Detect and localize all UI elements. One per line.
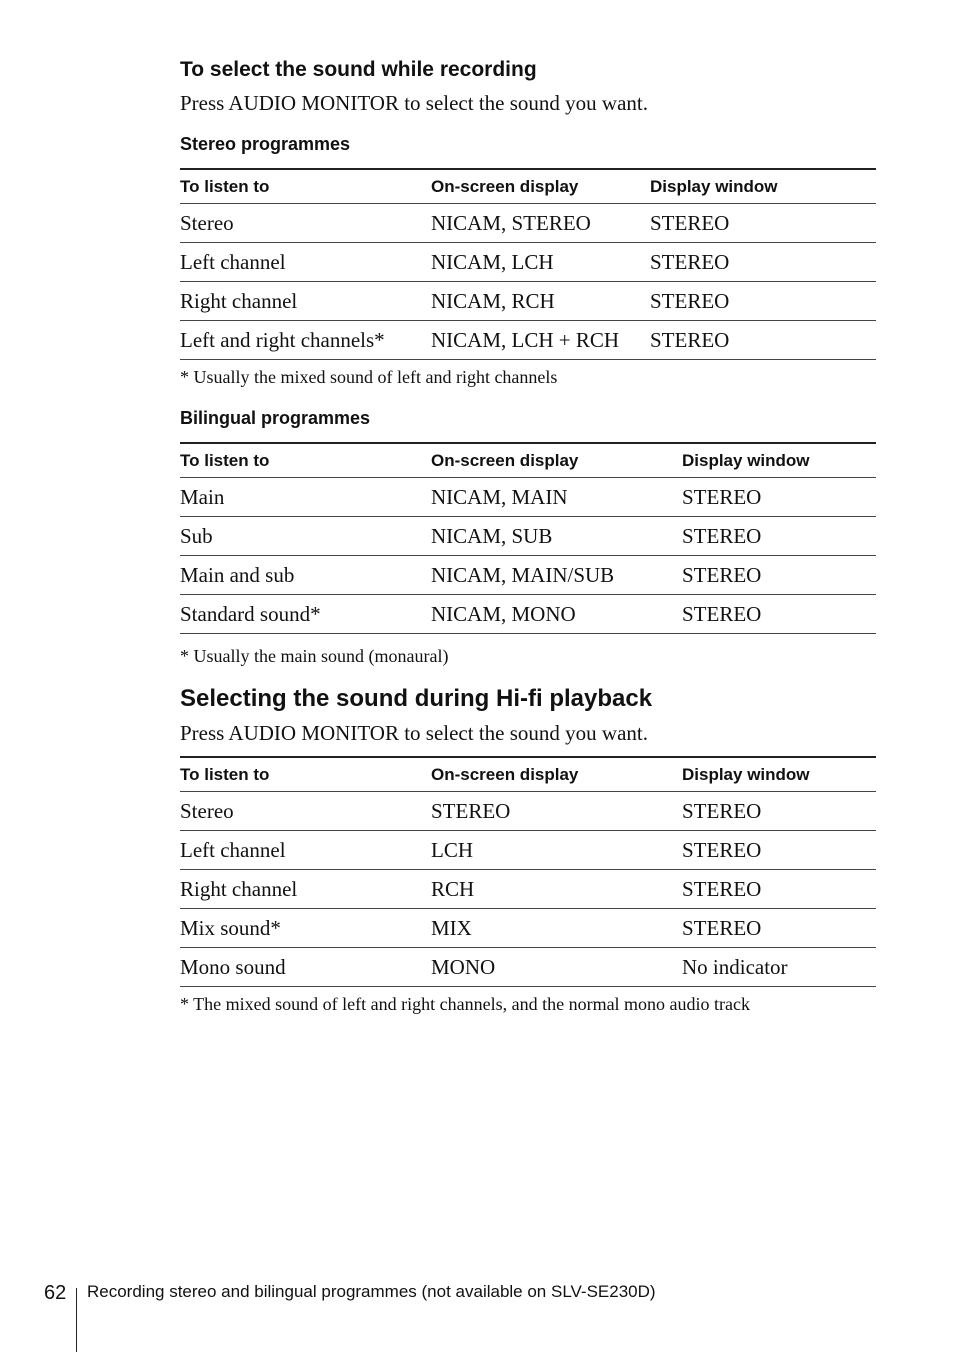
column-header: Display window — [650, 169, 876, 204]
column-header: On-screen display — [431, 169, 650, 204]
table-cell: STEREO — [682, 831, 876, 870]
subheading-bilingual: Bilingual programmes — [180, 408, 371, 428]
column-header: To listen to — [180, 443, 431, 478]
table-cell: RCH — [431, 870, 682, 909]
table-cell: NICAM, STEREO — [431, 204, 650, 243]
table-cell: STEREO — [650, 321, 876, 360]
stereo-footnote: * Usually the mixed sound of left and right channels — [180, 367, 558, 387]
subheading-stereo: Stereo programmes — [180, 134, 351, 154]
table-cell: STEREO — [682, 556, 876, 595]
playback-instruction: Press AUDIO MONITOR to select the sound you want. — [180, 721, 648, 745]
table-header-row — [180, 443, 876, 478]
page-content — [180, 56, 876, 1016]
section-heading-playback: Selecting the sound during Hi-fi playback — [180, 685, 653, 712]
table-cell: STEREO — [682, 870, 876, 909]
section-heading-recording: To select the sound while recording — [180, 58, 537, 81]
table-row — [180, 792, 876, 831]
table-cell: Mix sound* — [180, 909, 431, 948]
table-cell: NICAM, LCH — [431, 243, 650, 282]
table-row — [180, 282, 876, 321]
table-cell: MONO — [431, 948, 682, 987]
table-cell: Mono sound — [180, 948, 431, 987]
table-row — [180, 556, 876, 595]
table-cell: NICAM, SUB — [431, 517, 682, 556]
table-header-row — [180, 169, 876, 204]
table-row — [180, 909, 876, 948]
playback-footnote: * The mixed sound of left and right channels, and the normal mono audio track — [180, 994, 751, 1014]
table-row — [180, 243, 876, 282]
table-cell: NICAM, MAIN — [431, 478, 682, 517]
table-cell: STEREO — [682, 595, 876, 634]
table-row — [180, 948, 876, 987]
table-cell: MIX — [431, 909, 682, 948]
footer-divider — [76, 1288, 77, 1352]
table-row — [180, 321, 876, 360]
table-cell: STEREO — [650, 243, 876, 282]
table-cell: Main — [180, 478, 431, 517]
table-cell: STEREO — [682, 517, 876, 556]
table-cell: Sub — [180, 517, 431, 556]
table-cell: STEREO — [650, 204, 876, 243]
table-cell: Left and right channels* — [180, 321, 431, 360]
table-row — [180, 517, 876, 556]
column-header: On-screen display — [431, 443, 682, 478]
table-cell: STEREO — [682, 792, 876, 831]
table-cell: Left channel — [180, 243, 431, 282]
table-cell: Left channel — [180, 831, 431, 870]
table-cell: Right channel — [180, 870, 431, 909]
bilingual-table — [180, 442, 876, 634]
table-cell: NICAM, RCH — [431, 282, 650, 321]
recording-instruction: Press AUDIO MONITOR to select the sound you want. — [180, 91, 648, 115]
table-cell: Stereo — [180, 204, 431, 243]
column-header: Display window — [682, 757, 876, 792]
column-header: Display window — [682, 443, 876, 478]
page-number: 62 — [44, 1282, 67, 1304]
table-cell: STEREO — [682, 909, 876, 948]
table-row — [180, 478, 876, 517]
table-cell: No indicator — [682, 948, 876, 987]
table-row — [180, 831, 876, 870]
table-cell: Stereo — [180, 792, 431, 831]
table-cell: STEREO — [682, 478, 876, 517]
table-cell: Main and sub — [180, 556, 431, 595]
table-row — [180, 595, 876, 634]
stereo-table — [180, 168, 876, 360]
table-cell: NICAM, MONO — [431, 595, 682, 634]
table-cell: STEREO — [431, 792, 682, 831]
playback-table — [180, 756, 876, 987]
table-cell: Standard sound* — [180, 595, 431, 634]
table-cell: LCH — [431, 831, 682, 870]
table-row — [180, 870, 876, 909]
column-header: On-screen display — [431, 757, 682, 792]
bilingual-footnote: * Usually the main sound (monaural) — [180, 646, 449, 666]
table-cell: STEREO — [650, 282, 876, 321]
footer-chapter-title: Recording stereo and bilingual programmes (not available on SLV-SE230D) — [87, 1282, 656, 1301]
column-header: To listen to — [180, 757, 431, 792]
table-row — [180, 204, 876, 243]
table-cell: Right channel — [180, 282, 431, 321]
table-cell: NICAM, MAIN/SUB — [431, 556, 682, 595]
table-cell: NICAM, LCH + RCH — [431, 321, 650, 360]
column-header: To listen to — [180, 169, 431, 204]
table-header-row — [180, 757, 876, 792]
